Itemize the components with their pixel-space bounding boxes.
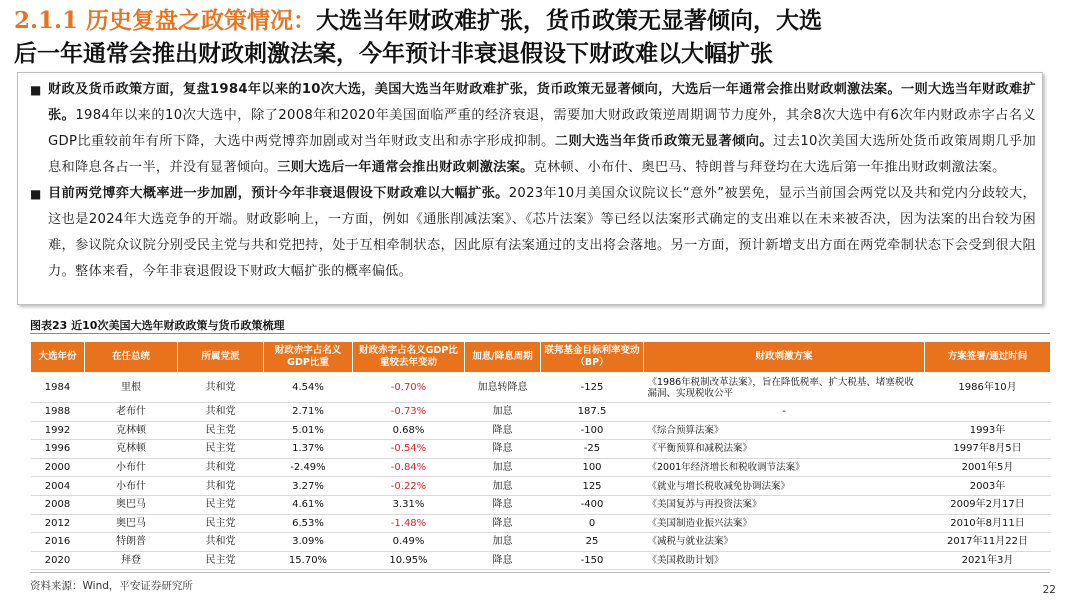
cell-plan: 《美国救助计划》 <box>644 551 925 570</box>
cell-change: 0.49% <box>353 533 465 552</box>
cell-year: 2016 <box>31 533 85 552</box>
p1-segment: 三则大选后一年通常会推出财政刺激法案。 <box>277 160 534 175</box>
cell-deficit: 15.70% <box>264 551 353 570</box>
cell-change: -1.48% <box>353 514 465 533</box>
section-label: 历史复盘之政策情况： <box>86 7 317 34</box>
p1-segment: 财政及货币政策方面，复盘1984年以来的10次大选，美国大选当年财政难扩张，货币政策无显著倾向，大选后一年通常会推出财政刺激法案。一则大选当年财政难扩张。 <box>48 82 1036 123</box>
figure-title: 图表23 近10次美国大选年财政政策与货币政策梳理 <box>30 319 285 332</box>
cell-year: 1996 <box>31 440 85 459</box>
table-row <box>31 514 1051 533</box>
cell-bp: -100 <box>541 421 644 440</box>
cell-date: 2021年3月 <box>925 551 1051 570</box>
p1-segment: 过去10次美国大选所处货币政策周期几乎加息和降息各占一半，并没有显著倾向。 <box>48 134 1036 175</box>
cell-bp: 100 <box>541 458 644 477</box>
square-bullet-icon: ■ <box>30 83 42 97</box>
cell-date: 1986年10月 <box>925 373 1051 403</box>
source-divider <box>30 572 1050 573</box>
cell-president: 克林顿 <box>85 421 178 440</box>
cell-date: 2009年2月17日 <box>925 495 1051 514</box>
cell-plan: 《1986年税制改革法案》，旨在降低税率、扩大税基、堵塞税收漏洞、实现税收公平 <box>644 373 925 403</box>
summary-paragraph-2 <box>32 181 1036 285</box>
table-row <box>31 533 1051 552</box>
slide-title <box>14 4 1074 70</box>
source-note: 资料来源：Wind，平安证券研究所 <box>30 580 193 592</box>
cell-change: -0.22% <box>353 477 465 496</box>
cell-cycle: 加息转降息 <box>465 373 541 403</box>
cell-president: 老布什 <box>85 403 178 422</box>
cell-party: 民主党 <box>178 421 264 440</box>
cell-bp: 25 <box>541 533 644 552</box>
cell-cycle: 降息 <box>465 440 541 459</box>
cell-president: 拜登 <box>85 551 178 570</box>
cell-party: 共和党 <box>178 477 264 496</box>
table-row <box>31 403 1051 422</box>
cell-party: 共和党 <box>178 533 264 552</box>
cell-date: 1993年 <box>925 421 1051 440</box>
table-row <box>31 373 1051 403</box>
cell-change: -0.54% <box>353 440 465 459</box>
cell-president: 特朗普 <box>85 533 178 552</box>
cell-party: 共和党 <box>178 403 264 422</box>
cell-date: 2010年8月11日 <box>925 514 1051 533</box>
cell-cycle: 加息 <box>465 477 541 496</box>
title-line-1 <box>14 4 1074 37</box>
cell-year: 2020 <box>31 551 85 570</box>
cell-year: 2004 <box>31 477 85 496</box>
column-header: 财政赤字占名义GDP比重 <box>264 342 353 373</box>
p2-segment: 2023年10月美国众议院议长“意外”被罢免，显示当前国会两党以及共和党内分歧较大，这也是2024年大选竞争的开端。财政影响上，一方面，例如《通胀削减法案》、《芯片法案》等已经以法案形式确定的支出难以在未来被否决，因为法案的出台较为困难，参议院众议院分别受民主党与共和党把持，处于互相牵制状态，因此原有法案通过的支出将会落地。另一方面，预计新增支出方面在两党牵制状态下会受到很大阻力。整体来看，今年非衰退假设下财政大幅扩张的概率偏低。 <box>48 186 1036 279</box>
cell-change: 0.68% <box>353 421 465 440</box>
column-header: 财政刺激方案 <box>644 342 925 373</box>
cell-president: 克林顿 <box>85 440 178 459</box>
cell-deficit: 2.71% <box>264 403 353 422</box>
summary-paragraph-1 <box>32 77 1036 181</box>
cell-bp: 187.5 <box>541 403 644 422</box>
cell-cycle: 加息 <box>465 403 541 422</box>
table-row <box>31 495 1051 514</box>
cell-party: 共和党 <box>178 458 264 477</box>
cell-cycle: 降息 <box>465 514 541 533</box>
cell-deficit: 4.54% <box>264 373 353 403</box>
cell-party: 民主党 <box>178 551 264 570</box>
column-header: 大选年份 <box>31 342 85 373</box>
table-row <box>31 551 1051 570</box>
column-header: 方案签署/通过时间 <box>925 342 1051 373</box>
cell-date: 2003年 <box>925 477 1051 496</box>
cell-cycle: 降息 <box>465 495 541 514</box>
cell-party: 民主党 <box>178 514 264 533</box>
cell-change: -0.70% <box>353 373 465 403</box>
table-row <box>31 421 1051 440</box>
table-row <box>31 458 1051 477</box>
cell-party: 民主党 <box>178 495 264 514</box>
cell-plan: - <box>644 403 925 422</box>
cell-deficit: -2.49% <box>264 458 353 477</box>
cell-date: 1997年8月5日 <box>925 440 1051 459</box>
cell-date: 2001年5月 <box>925 458 1051 477</box>
cell-bp: -150 <box>541 551 644 570</box>
cell-plan: 《美国复苏与再投资法案》 <box>644 495 925 514</box>
cell-year: 2000 <box>31 458 85 477</box>
cell-deficit: 4.61% <box>264 495 353 514</box>
cell-year: 1988 <box>31 403 85 422</box>
cell-deficit: 6.53% <box>264 514 353 533</box>
cell-date <box>925 403 1051 422</box>
cell-deficit: 5.01% <box>264 421 353 440</box>
cell-cycle: 降息 <box>465 551 541 570</box>
cell-plan: 《就业与增长税收减免协调法案》 <box>644 477 925 496</box>
cell-bp: -125 <box>541 373 644 403</box>
cell-plan: 《减税与就业法案》 <box>644 533 925 552</box>
policy-table <box>30 341 1051 570</box>
cell-bp: -25 <box>541 440 644 459</box>
figure-title-rule <box>30 333 1050 334</box>
cell-president: 小布什 <box>85 458 178 477</box>
column-header: 财政赤字占名义GDP比重较去年变动 <box>353 342 465 373</box>
cell-year: 2012 <box>31 514 85 533</box>
cell-date: 2017年11月22日 <box>925 533 1051 552</box>
cell-deficit: 3.09% <box>264 533 353 552</box>
p2-segment: 目前两党博弈大概率进一步加剧，预计今年非衰退假设下财政难以大幅扩张。 <box>48 186 509 201</box>
p1-segment: 二则大选当年货币政策无显著倾向。 <box>554 134 774 149</box>
cell-president: 小布什 <box>85 477 178 496</box>
cell-cycle: 加息 <box>465 533 541 552</box>
title-line-2: 后一年通常会推出财政刺激法案，今年预计非衰退假设下财政难以大幅扩张 <box>14 40 773 67</box>
paragraph-2-text <box>48 186 1036 279</box>
cell-deficit: 3.27% <box>264 477 353 496</box>
cell-bp: 0 <box>541 514 644 533</box>
cell-president: 里根 <box>85 373 178 403</box>
column-header: 在任总统 <box>85 342 178 373</box>
cell-bp: 125 <box>541 477 644 496</box>
cell-plan: 《美国制造业振兴法案》 <box>644 514 925 533</box>
cell-president: 奥巴马 <box>85 514 178 533</box>
cell-cycle: 加息 <box>465 458 541 477</box>
table-body <box>31 373 1051 570</box>
page-number: 22 <box>1042 584 1056 596</box>
column-header: 所属党派 <box>178 342 264 373</box>
paragraph-1-text <box>48 82 1036 175</box>
cell-change: 3.31% <box>353 495 465 514</box>
cell-cycle: 降息 <box>465 421 541 440</box>
cell-year: 1992 <box>31 421 85 440</box>
title-text-1: 大选当年财政难扩张，货币政策无显著倾向，大选 <box>316 7 823 34</box>
cell-plan: 《平衡预算和减税法案》 <box>644 440 925 459</box>
summary-box <box>17 72 1043 305</box>
cell-deficit: 1.37% <box>264 440 353 459</box>
cell-year: 2008 <box>31 495 85 514</box>
table-header-row <box>31 342 1051 373</box>
cell-change: -0.73% <box>353 403 465 422</box>
cell-party: 民主党 <box>178 440 264 459</box>
section-number: 2.1.1 <box>14 7 79 34</box>
cell-party: 共和党 <box>178 373 264 403</box>
cell-change: -0.84% <box>353 458 465 477</box>
cell-plan: 《综合预算法案》 <box>644 421 925 440</box>
square-bullet-icon: ■ <box>30 187 42 201</box>
column-header: 加息/降息周期 <box>465 342 541 373</box>
table-row <box>31 440 1051 459</box>
column-header: 联邦基金目标利率变动（BP） <box>541 342 644 373</box>
p1-segment: 1984年以来的10次大选中，除了2008年和2020年美国面临严重的经济衰退，需要加大财政政策逆周期调节力度外，其余8次大选中有6次年内财政赤字占名义GDP比重较前年有所下降，大选中两党博弈加剧或对当年财政支出和赤字形成抑制。 <box>48 108 1036 149</box>
cell-president: 奥巴马 <box>85 495 178 514</box>
cell-change: 10.95% <box>353 551 465 570</box>
cell-year: 1984 <box>31 373 85 403</box>
table-row <box>31 477 1051 496</box>
p1-segment: 克林顿、小布什、奥巴马、特朗普与拜登均在大选后第一年推出财政刺激法案。 <box>533 160 1006 175</box>
cell-plan: 《2001年经济增长和税收调节法案》 <box>644 458 925 477</box>
cell-bp: -400 <box>541 495 644 514</box>
